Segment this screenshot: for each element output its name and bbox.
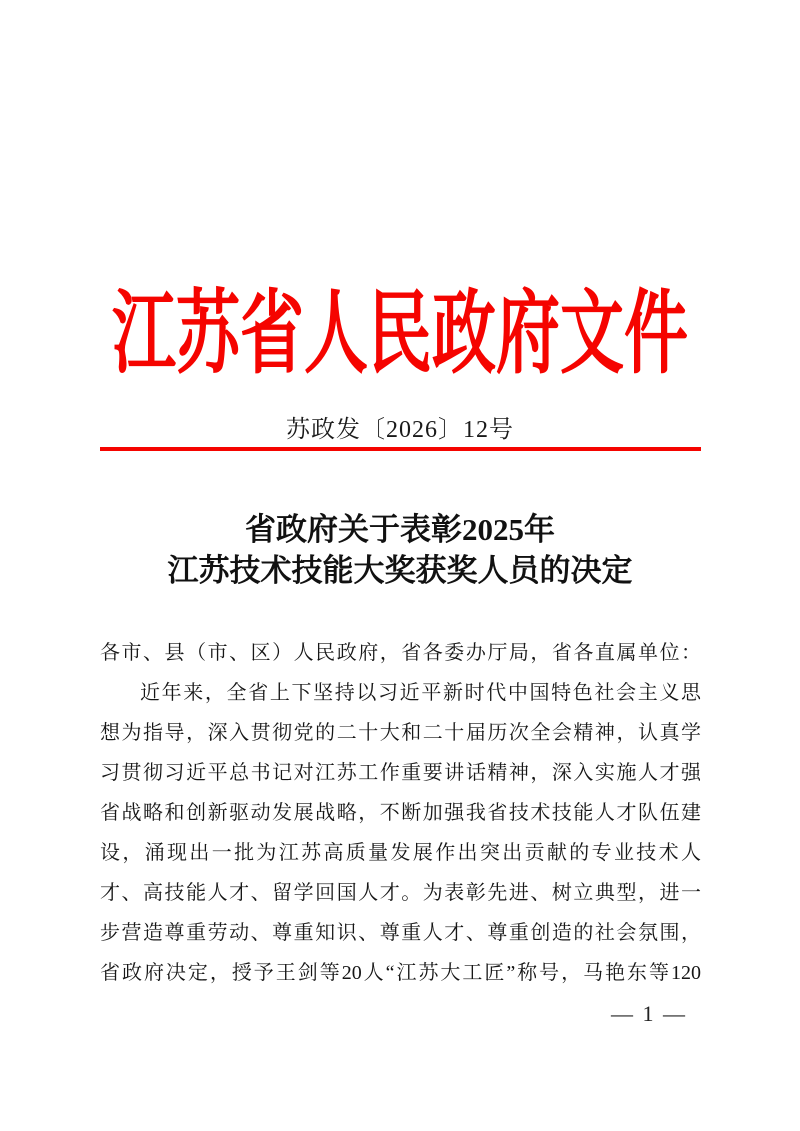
body-line: 习贯彻习近平总书记对江苏工作重要讲话精神，深入实施人才强 (100, 762, 701, 784)
body-line: 想为指导，深入贯彻党的二十大和二十届历次全会精神，认真学 (100, 722, 701, 744)
document-number: 苏政发〔2026〕12号 (286, 417, 514, 443)
body-line-salutation: 各市、县（市、区）人民政府，省各委办厅局，省各直属单位： (100, 642, 701, 664)
letterhead-title: 江苏省人民政府文件 (112, 283, 688, 385)
body-line: 步营造尊重劳动、尊重知识、尊重人才、尊重创造的社会氛围， (100, 922, 701, 944)
body-line: 才、高技能人才、留学回国人才。为表彰先进、树立典型，进一 (100, 882, 701, 904)
body-line: 省战略和创新驱动发展战略，不断加强我省技术技能人才队伍建 (100, 802, 701, 824)
page-number: — 1 — (611, 1001, 687, 1026)
document-title-line-1: 省政府关于表彰2025年 (245, 512, 555, 547)
body-line: 设，涌现出一批为江苏高质量发展作出突出贡献的专业技术人 (100, 842, 701, 864)
body-line: 省政府决定，授予王剑等20人“江苏大工匠”称号，马艳东等120 (100, 962, 701, 984)
body-text (100, 633, 701, 993)
document-title (0, 509, 800, 591)
body-line: 近年来，全省上下坚持以习近平新时代中国特色社会主义思 (140, 682, 701, 704)
red-divider-line (100, 447, 701, 451)
document-title-line-2: 江苏技术技能大奖获奖人员的决定 (167, 553, 633, 588)
